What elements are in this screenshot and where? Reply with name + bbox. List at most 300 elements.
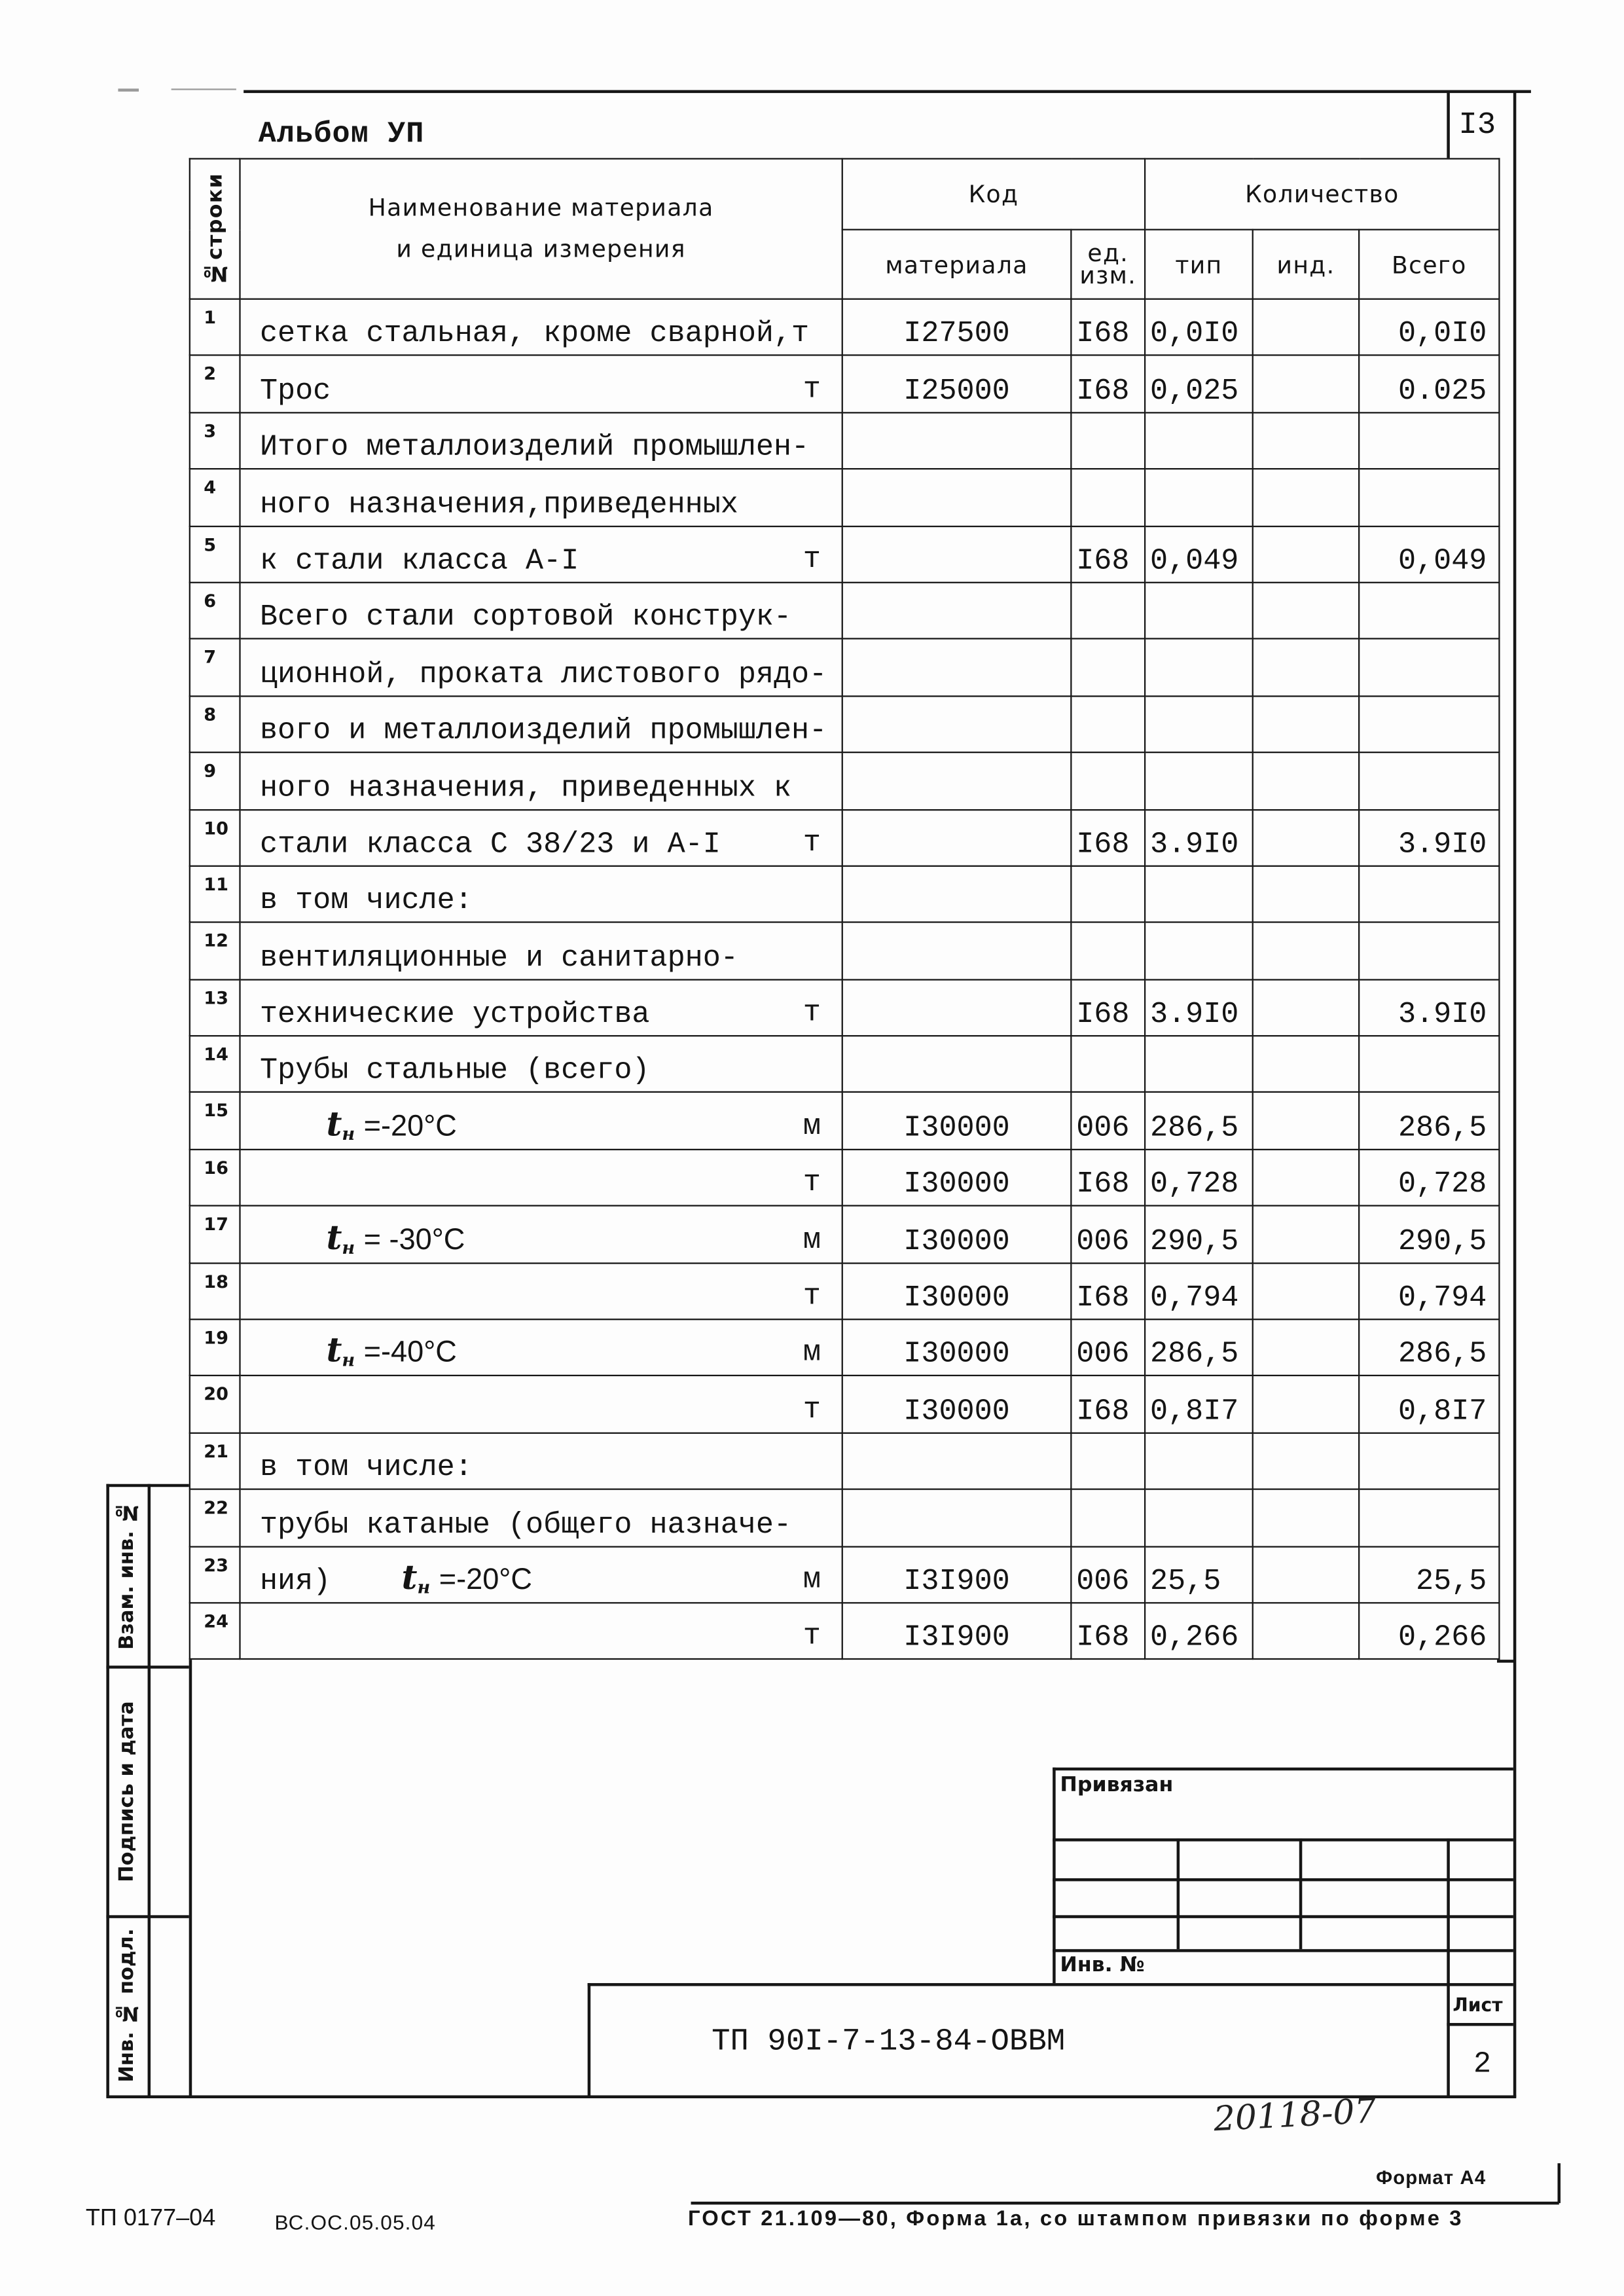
- name-cell: [240, 1603, 842, 1660]
- material-code-cell: [842, 1093, 1072, 1150]
- total-quantity-cell: [1359, 1376, 1499, 1433]
- name-content: [241, 941, 842, 975]
- name-cell: [240, 1036, 842, 1093]
- binding-stamp-title: Привязан: [1060, 1773, 1174, 1797]
- material-name: вентиляционные и санитарно-: [259, 941, 738, 976]
- unit-code-cell: [1071, 696, 1145, 753]
- temperature-subscript: н: [417, 1576, 431, 1598]
- name-cell: [240, 1319, 842, 1376]
- temperature-value: =-20°C: [363, 1110, 457, 1143]
- total-quantity-header: [1359, 230, 1499, 299]
- individual-quantity-cell: [1253, 1150, 1359, 1207]
- binding-stamp-line: [1053, 1768, 1513, 1770]
- material-name: Трос: [259, 374, 331, 409]
- material-code-cell: [842, 1150, 1072, 1207]
- binding-inventory-label: Инв. №: [1060, 1953, 1145, 1978]
- row-number: 23: [204, 1554, 228, 1575]
- material-code-cell: [842, 1603, 1072, 1660]
- binding-stamp-line: [1053, 1949, 1513, 1951]
- name-header-line1: Наименование материала: [368, 193, 714, 222]
- signature-date-box: [106, 1667, 147, 1915]
- handwritten-note: 20118-07: [1212, 2092, 1377, 2140]
- row-number-cell: [190, 1376, 240, 1433]
- row-number-cell: [190, 1150, 240, 1207]
- unit-code-cell: [1071, 1546, 1145, 1603]
- unit-code: I68: [1076, 1394, 1130, 1429]
- unit-code-cell: [1071, 1376, 1145, 1433]
- material-code-cell: [842, 412, 1072, 469]
- table-row: [190, 866, 1500, 923]
- row-number-cell: [190, 866, 240, 923]
- row-number: 4: [204, 477, 217, 498]
- individual-quantity-cell: [1253, 866, 1359, 923]
- unit-code-cell: [1071, 1319, 1145, 1376]
- material-code-cell: [842, 1376, 1072, 1433]
- material-code-cell: [842, 1319, 1072, 1376]
- material-code-cell: [842, 469, 1072, 526]
- unit-code: I68: [1076, 998, 1130, 1032]
- material-code: I3I900: [903, 1565, 1010, 1599]
- total-quantity-cell: [1359, 809, 1499, 866]
- unit-code: I68: [1076, 1281, 1130, 1316]
- row-number-cell: [190, 1093, 240, 1150]
- row-number-cell: [190, 1432, 240, 1489]
- row-number-cell: [190, 355, 240, 412]
- material-code-cell: [842, 866, 1072, 923]
- unit-code: I68: [1076, 1168, 1130, 1203]
- row-number: 17: [204, 1214, 228, 1235]
- title-block-line: [588, 1983, 590, 2097]
- row-number-cell: [190, 696, 240, 753]
- row-number-cell: [190, 469, 240, 526]
- title-block-line: [588, 1983, 1513, 1986]
- type-quantity-cell: [1145, 752, 1253, 809]
- total-quantity-cell: [1359, 526, 1499, 583]
- individual-quantity-cell: [1253, 1263, 1359, 1320]
- type-quantity-cell: [1145, 526, 1253, 583]
- total-quantity-cell: [1359, 752, 1499, 809]
- row-number: 3: [204, 420, 217, 441]
- total-quantity: 0,0I0: [1398, 318, 1487, 352]
- unit-code-cell: [1071, 979, 1145, 1036]
- type-quantity-cell: [1145, 979, 1253, 1036]
- total-quantity: 0,8I7: [1398, 1394, 1487, 1429]
- type-quantity-cell: [1145, 866, 1253, 923]
- individual-quantity-cell: [1253, 922, 1359, 979]
- name-content: [241, 1331, 842, 1372]
- name-header-line2: и единица измерения: [396, 234, 686, 263]
- total-quantity-header-label: Всего: [1392, 250, 1467, 279]
- name-cell: [240, 1093, 842, 1150]
- material-code-cell: [842, 1432, 1072, 1489]
- unit-of-measure: т: [803, 1280, 821, 1315]
- temperature-value: =-20°C: [439, 1563, 532, 1597]
- name-cell: [240, 1546, 842, 1603]
- type-quantity-cell: [1145, 922, 1253, 979]
- type-quantity-cell: [1145, 1376, 1253, 1433]
- material-name: Итого металлоизделий промышлен-: [259, 431, 810, 465]
- row-number: 14: [204, 1044, 228, 1065]
- total-quantity: 0,049: [1398, 545, 1487, 579]
- individual-quantity-cell: [1253, 412, 1359, 469]
- rule-line: [118, 88, 139, 90]
- total-quantity: 290,5: [1398, 1225, 1487, 1260]
- total-quantity: 0,266: [1398, 1622, 1487, 1656]
- unit-of-measure: т: [803, 543, 821, 577]
- row-number-cell: [190, 1206, 240, 1263]
- name-content: [241, 488, 842, 522]
- unit-code: I68: [1076, 545, 1130, 579]
- table-row: [190, 469, 1500, 526]
- material-name: Всего стали сортовой конструк-: [259, 601, 792, 636]
- temperature-symbol: t: [326, 1217, 342, 1258]
- frame-right-line: [1513, 92, 1516, 2097]
- row-number: 18: [204, 1271, 228, 1292]
- unit-of-measure: т: [803, 1620, 821, 1654]
- individual-quantity-cell: [1253, 809, 1359, 866]
- sheet-label: Лист: [1453, 1993, 1503, 2016]
- name-cell: [240, 979, 842, 1036]
- material-code-cell: [842, 526, 1072, 583]
- sheet-value: 2: [1473, 2048, 1492, 2083]
- type-quantity-cell: [1145, 1546, 1253, 1603]
- row-number-cell: [190, 979, 240, 1036]
- specification-table: [189, 158, 1500, 1660]
- temperature-subscript: н: [342, 1350, 355, 1372]
- table-row: [190, 583, 1500, 640]
- total-quantity-cell: [1359, 412, 1499, 469]
- name-content: [241, 602, 842, 636]
- total-quantity: 0,728: [1398, 1168, 1487, 1203]
- type-quantity-cell: [1145, 1206, 1253, 1263]
- unit-code: I68: [1076, 318, 1130, 352]
- type-quantity-cell: [1145, 299, 1253, 356]
- type-quantity-cell: [1145, 1263, 1253, 1320]
- original-inventory-label: Инв. № подл.: [115, 1929, 139, 2083]
- unit-of-measure: м: [803, 1563, 821, 1598]
- type-quantity-header-label: тип: [1175, 250, 1223, 279]
- material-code-cell: [842, 809, 1072, 866]
- material-name: сетка стальная, кроме сварной,т: [259, 318, 810, 352]
- temperature-symbol: t: [326, 1104, 342, 1144]
- table-row: [190, 639, 1500, 696]
- total-quantity: 286,5: [1398, 1338, 1487, 1373]
- unit-code-cell: [1071, 412, 1145, 469]
- material-code-cell: [842, 1546, 1072, 1603]
- individual-quantity-cell: [1253, 1489, 1359, 1546]
- material-name: ния): [259, 1565, 331, 1599]
- row-number-header: [190, 158, 240, 299]
- unit-code-cell: [1071, 1206, 1145, 1263]
- individual-quantity-cell: [1253, 979, 1359, 1036]
- unit-code-header-line1: ед.: [1087, 239, 1129, 268]
- table-row: [190, 1546, 1500, 1603]
- table-row: [190, 1432, 1500, 1489]
- total-quantity-cell: [1359, 1546, 1499, 1603]
- project-code: ТП 0177–04: [85, 2206, 216, 2231]
- total-quantity: 3.9I0: [1398, 828, 1487, 862]
- total-quantity: 0,794: [1398, 1281, 1487, 1316]
- type-quantity: 0,025: [1150, 374, 1239, 409]
- type-quantity: 286,5: [1150, 1338, 1239, 1373]
- binding-stamp-line: [1177, 1838, 1179, 1949]
- material-code-cell: [842, 299, 1072, 356]
- unit-code-cell: [1071, 1432, 1145, 1489]
- unit-code-cell: [1071, 1036, 1145, 1093]
- unit-code-cell: [1071, 526, 1145, 583]
- table-header-row: [190, 158, 1500, 229]
- row-number: 21: [204, 1440, 228, 1462]
- name-content: [241, 1104, 842, 1146]
- name-content: [241, 374, 842, 409]
- temperature-value: = -30°C: [363, 1223, 465, 1256]
- total-quantity-cell: [1359, 583, 1499, 640]
- material-code: I30000: [903, 1168, 1010, 1203]
- name-cell: [240, 752, 842, 809]
- table-row: [190, 809, 1500, 866]
- type-quantity: 0,049: [1150, 545, 1239, 579]
- row-number-cell: [190, 752, 240, 809]
- row-number-cell: [190, 583, 240, 640]
- material-code-cell: [842, 1489, 1072, 1546]
- row-number-cell: [190, 809, 240, 866]
- row-number: 12: [204, 930, 228, 952]
- unit-of-measure: м: [803, 1223, 821, 1258]
- name-content: [241, 885, 842, 919]
- unit-of-measure: т: [803, 996, 821, 1031]
- name-cell: [240, 355, 842, 412]
- unit-code-cell: [1071, 355, 1145, 412]
- material-code-cell: [842, 1263, 1072, 1320]
- unit-code-cell: [1071, 639, 1145, 696]
- signature-date-label: Подпись и дата: [115, 1700, 139, 1882]
- replaced-inventory-label: Взам. инв. №: [115, 1501, 139, 1650]
- name-cell: [240, 639, 842, 696]
- total-quantity-cell: [1359, 355, 1499, 412]
- material-code-header-label: материала: [885, 250, 1028, 279]
- unit-code-cell: [1071, 1603, 1145, 1660]
- table-row: [190, 1150, 1500, 1207]
- table-row: [190, 1603, 1500, 1660]
- row-number-cell: [190, 639, 240, 696]
- material-code: I30000: [903, 1225, 1010, 1260]
- original-inventory-box: [106, 1917, 147, 2096]
- material-name: ного назначения,приведенных: [259, 488, 738, 522]
- name-cell: [240, 583, 842, 640]
- row-number-cell: [190, 1319, 240, 1376]
- individual-quantity-cell: [1253, 1093, 1359, 1150]
- temperature-label: [401, 1558, 532, 1598]
- type-quantity: 0,0I0: [1150, 318, 1239, 352]
- row-number: 2: [204, 363, 217, 385]
- unit-code-cell: [1071, 583, 1145, 640]
- name-cell: [240, 1263, 842, 1320]
- type-quantity-cell: [1145, 696, 1253, 753]
- table-row: [190, 1319, 1500, 1376]
- total-quantity-cell: [1359, 1093, 1499, 1150]
- type-quantity-cell: [1145, 1036, 1253, 1093]
- row-number: 19: [204, 1327, 228, 1349]
- individual-quantity-cell: [1253, 355, 1359, 412]
- row-number-cell: [190, 1603, 240, 1660]
- total-quantity-cell: [1359, 979, 1499, 1036]
- name-cell: [240, 696, 842, 753]
- row-number: 20: [204, 1384, 228, 1405]
- unit-of-measure: т: [803, 1393, 821, 1428]
- row-number-cell: [190, 299, 240, 356]
- album-label: Альбом УП: [258, 118, 425, 153]
- unit-code-cell: [1071, 1150, 1145, 1207]
- individual-quantity-cell: [1253, 1036, 1359, 1093]
- row-number: 22: [204, 1497, 228, 1519]
- type-quantity: 3.9I0: [1150, 828, 1239, 862]
- standard-reference: ГОСТ 21.109—80, Форма 1а, со штампом привязки по форме 3: [688, 2207, 1464, 2231]
- type-quantity: 0,266: [1150, 1622, 1239, 1656]
- material-code: I25000: [903, 374, 1010, 409]
- material-name: в том числе:: [259, 884, 473, 919]
- individual-quantity-cell: [1253, 469, 1359, 526]
- material-code-cell: [842, 752, 1072, 809]
- row-number: 16: [204, 1157, 228, 1178]
- temperature-symbol: t: [326, 1331, 342, 1372]
- individual-quantity-cell: [1253, 1319, 1359, 1376]
- individual-quantity-header-label: инд.: [1276, 250, 1335, 279]
- total-quantity-cell: [1359, 1150, 1499, 1207]
- material-code: I27500: [903, 318, 1010, 352]
- table-row: [190, 355, 1500, 412]
- type-quantity-cell: [1145, 809, 1253, 866]
- type-quantity-cell: [1145, 1603, 1253, 1660]
- name-content: [241, 715, 842, 749]
- unit-of-measure: т: [803, 1167, 821, 1201]
- type-quantity-cell: [1145, 1150, 1253, 1207]
- total-quantity: 3.9I0: [1398, 998, 1487, 1032]
- total-quantity: 0.025: [1398, 374, 1487, 409]
- type-quantity: 290,5: [1150, 1225, 1239, 1260]
- name-cell: [240, 1489, 842, 1546]
- type-quantity-cell: [1145, 355, 1253, 412]
- type-quantity: 3.9I0: [1150, 998, 1239, 1032]
- type-quantity-cell: [1145, 1319, 1253, 1376]
- table-row: [190, 1093, 1500, 1150]
- format-label: Формат А4: [1376, 2166, 1487, 2189]
- unit-code: I68: [1076, 828, 1130, 862]
- total-quantity-cell: [1359, 1036, 1499, 1093]
- unit-code: I68: [1076, 374, 1130, 409]
- table-row: [190, 752, 1500, 809]
- material-code-cell: [842, 583, 1072, 640]
- row-number: 7: [204, 647, 217, 668]
- total-quantity-cell: [1359, 1319, 1499, 1376]
- material-code: I30000: [903, 1281, 1010, 1316]
- name-cell: [240, 469, 842, 526]
- name-content: [241, 431, 842, 465]
- footer-line: [1557, 2163, 1560, 2203]
- row-number-cell: [190, 1263, 240, 1320]
- row-number: 11: [204, 874, 228, 895]
- row-number-cell: [190, 1489, 240, 1546]
- material-name: технические устройства: [259, 998, 650, 1032]
- material-code-cell: [842, 696, 1072, 753]
- name-cell: [240, 809, 842, 866]
- type-quantity-cell: [1145, 1489, 1253, 1546]
- temperature-label: [326, 1217, 465, 1258]
- row-number-cell: [190, 1546, 240, 1603]
- material-code-cell: [842, 1036, 1072, 1093]
- individual-quantity-cell: [1253, 583, 1359, 640]
- unit-code-cell: [1071, 866, 1145, 923]
- total-quantity: 25,5: [1416, 1565, 1487, 1599]
- material-name: Трубы стальные (всего): [259, 1055, 650, 1089]
- name-content: [241, 545, 842, 579]
- material-code-cell: [842, 639, 1072, 696]
- code-header-label: Код: [968, 180, 1019, 209]
- binding-stamp-line: [1053, 1838, 1513, 1840]
- total-quantity-cell: [1359, 1206, 1499, 1263]
- type-quantity-cell: [1145, 1093, 1253, 1150]
- unit-code-cell: [1071, 299, 1145, 356]
- material-code-cell: [842, 1206, 1072, 1263]
- unit-code-cell: [1071, 469, 1145, 526]
- side-stamp-line: [148, 1484, 150, 2097]
- temperature-subscript: н: [342, 1237, 355, 1258]
- table-row: [190, 922, 1500, 979]
- quantity-header-label: Количество: [1245, 180, 1399, 209]
- individual-quantity-cell: [1253, 639, 1359, 696]
- name-cell: [240, 1376, 842, 1433]
- page-number: I3: [1458, 109, 1496, 143]
- series-code: ВС.ОС.05.05.04: [274, 2210, 436, 2234]
- code-header: [842, 158, 1145, 229]
- material-code: I3I900: [903, 1622, 1010, 1656]
- footer-line: [691, 2202, 1559, 2204]
- unit-of-measure: т: [803, 373, 821, 408]
- type-quantity-cell: [1145, 583, 1253, 640]
- title-block-line: [1447, 2023, 1513, 2025]
- total-quantity-cell: [1359, 1603, 1499, 1660]
- material-name: вого и металлоизделий промышлен-: [259, 714, 827, 749]
- unit-code: I68: [1076, 1622, 1130, 1656]
- individual-quantity-cell: [1253, 696, 1359, 753]
- material-name: ного назначения, приведенных к: [259, 771, 792, 806]
- temperature-label: [326, 1104, 457, 1144]
- table-row: [190, 299, 1500, 356]
- name-content: [241, 828, 842, 862]
- type-quantity-cell: [1145, 412, 1253, 469]
- row-number: 1: [204, 307, 217, 328]
- total-quantity-cell: [1359, 639, 1499, 696]
- table-row: [190, 979, 1500, 1036]
- unit-code-cell: [1071, 1263, 1145, 1320]
- type-quantity: 0,728: [1150, 1168, 1239, 1203]
- name-content: [241, 658, 842, 692]
- total-quantity-cell: [1359, 299, 1499, 356]
- name-content: [241, 1558, 842, 1599]
- row-number-cell: [190, 922, 240, 979]
- name-cell: [240, 866, 842, 923]
- material-code-cell: [842, 922, 1072, 979]
- name-cell: [240, 412, 842, 469]
- row-number: 8: [204, 704, 217, 725]
- name-cell: [240, 1150, 842, 1207]
- name-cell: [240, 922, 842, 979]
- name-content: [241, 998, 842, 1032]
- unit-of-measure: т: [803, 826, 821, 861]
- table-row: [190, 526, 1500, 583]
- unit-code: 006: [1076, 1112, 1130, 1146]
- unit-of-measure: м: [803, 1337, 821, 1372]
- type-quantity: 25,5: [1150, 1565, 1221, 1599]
